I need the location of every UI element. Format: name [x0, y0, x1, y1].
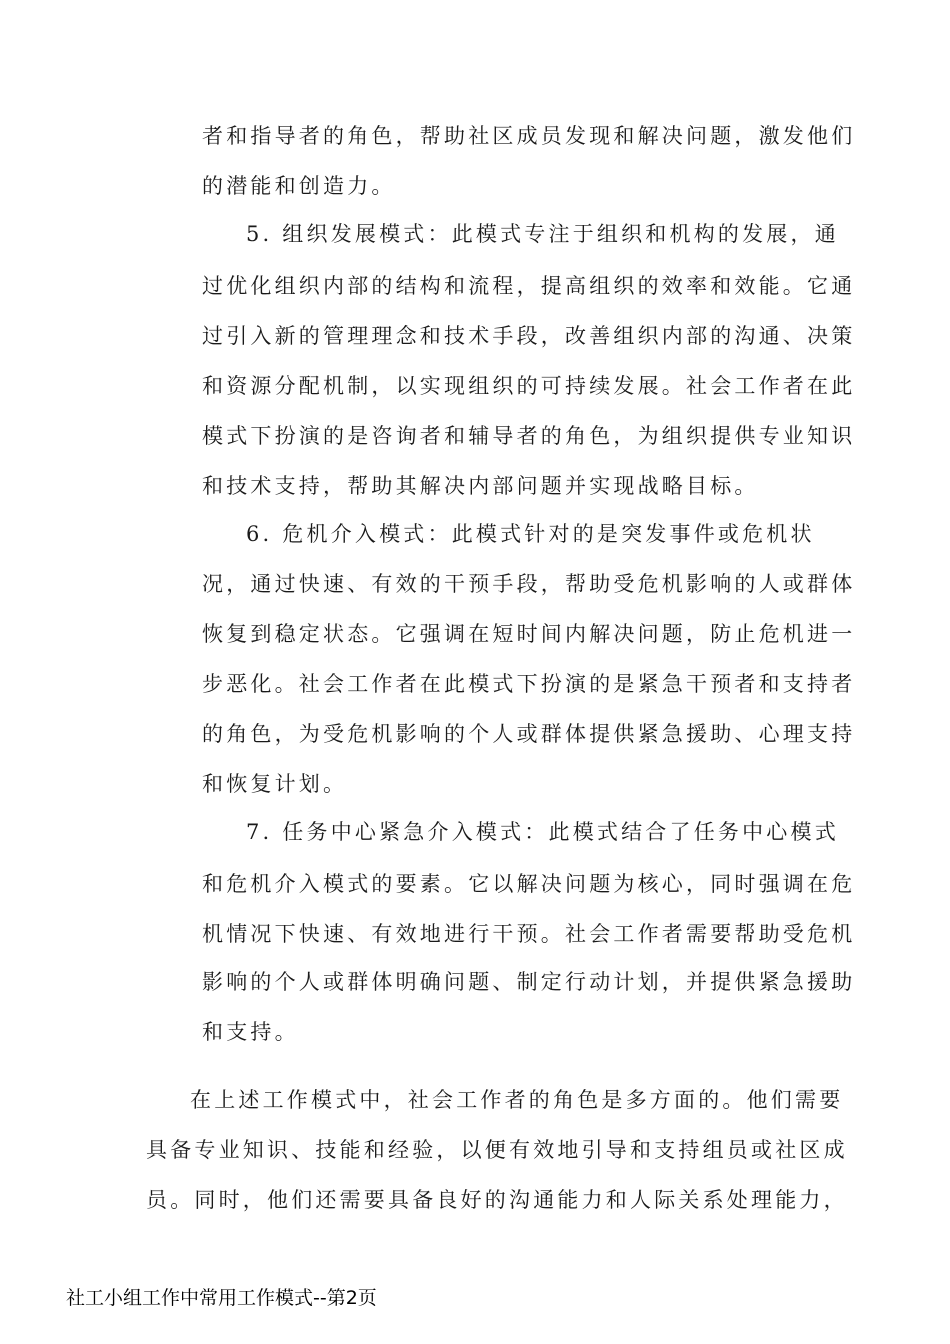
list-item-7-line: 7. 任务中心紧急介入模式：此模式结合了任务中心模式: [246, 820, 839, 844]
text-line: 和恢复计划。: [202, 772, 348, 796]
text-line: 和危机介入模式的要素。它以解决问题为核心，同时强调在危: [202, 872, 856, 896]
text-line: 的潜能和创造力。: [202, 174, 396, 198]
paragraph-line: 具备专业知识、技能和经验，以便有效地引导和支持组员或社区成: [146, 1138, 848, 1162]
text-line: 过引入新的管理理念和技术手段，改善组织内部的沟通、决策: [202, 324, 856, 348]
text-line: 过优化组织内部的结构和流程，提高组织的效率和效能。它通: [202, 274, 856, 298]
text-line: 和资源分配机制，以实现组织的可持续发展。社会工作者在此: [202, 374, 856, 398]
text-line: 况，通过快速、有效的干预手段，帮助受危机影响的人或群体: [202, 572, 856, 596]
text-line: 机情况下快速、有效地进行干预。社会工作者需要帮助受危机: [202, 922, 856, 946]
paragraph-line: 在上述工作模式中，社会工作者的角色是多方面的。他们需要: [190, 1088, 844, 1112]
text-line: 影响的个人或群体明确问题、制定行动计划，并提供紧急援助: [202, 970, 856, 994]
text-line: 模式下扮演的是咨询者和辅导者的角色，为组织提供专业知识: [202, 424, 856, 448]
list-item-5-line: 5. 组织发展模式：此模式专注于组织和机构的发展，通: [246, 222, 839, 246]
list-item-6-line: 6. 危机介入模式：此模式针对的是突发事件或危机状: [246, 522, 815, 546]
text-line: 步恶化。社会工作者在此模式下扮演的是紧急干预者和支持者: [202, 672, 856, 696]
text-line: 和技术支持，帮助其解决内部问题并实现战略目标。: [202, 474, 759, 498]
text-line: 者和指导者的角色，帮助社区成员发现和解决问题，激发他们: [202, 124, 856, 148]
text-line: 恢复到稳定状态。它强调在短时间内解决问题，防止危机进一: [202, 622, 856, 646]
paragraph-line: 员。同时，他们还需要具备良好的沟通能力和人际关系处理能力，: [146, 1188, 848, 1212]
text-line: 和支持。: [202, 1020, 299, 1044]
text-line: 的角色，为受危机影响的个人或群体提供紧急援助、心理支持: [202, 722, 856, 746]
page-footer: 社工小组工作中常用工作模式--第2页: [66, 1287, 377, 1309]
